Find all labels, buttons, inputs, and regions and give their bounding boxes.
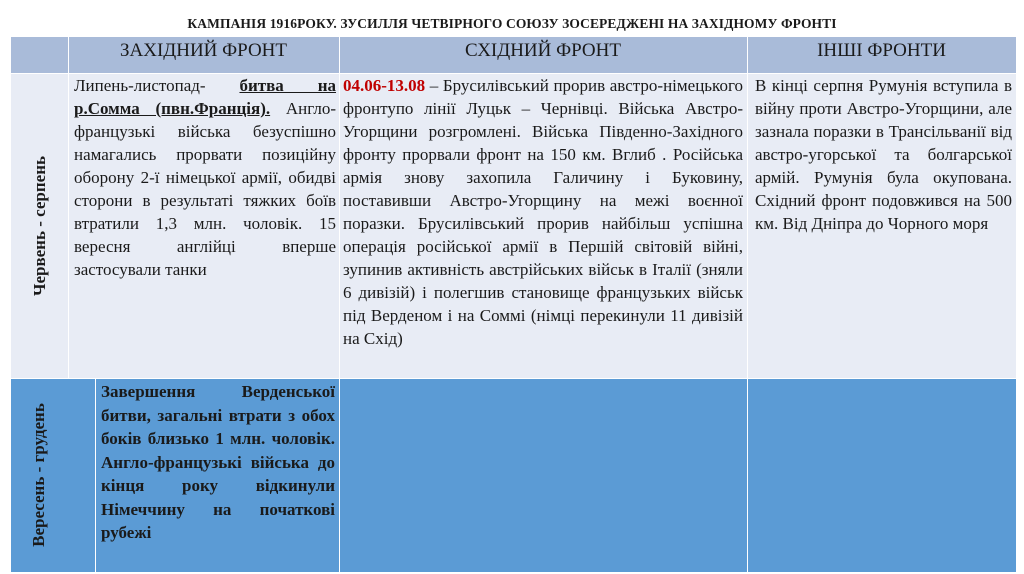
row2-other-cell <box>747 378 1016 572</box>
divider-col3 <box>747 37 748 572</box>
row1-west-prefix: Липень-листопад- <box>74 76 240 95</box>
row1-west-text <box>74 74 336 281</box>
row2-west-text: Завершення Верденської битви, загальні втрати з обох боків близько 1 млн. чоловік. Англо-французькі війська до кінця року відкинули Німеччину на початкові рубежі <box>101 382 335 542</box>
row1-other-cell <box>747 73 1016 378</box>
row1-other-text: В кінці серпня Румунія вступила в війну проти Австро-Угорщини, але зазнала поразки в Трансільванії від австро-угорської та болгарської армій. Румунія була окупована. Східний фронт подовжився на 500 км. Від Дніпра до Чорного моря <box>755 76 1012 233</box>
campaign-table <box>11 37 1016 572</box>
header-corner-cell <box>11 37 68 73</box>
row1-label-cell <box>11 73 68 378</box>
header-other: ІНШІ ФРОНТИ <box>817 40 946 61</box>
row1-label: Червень - серпень <box>29 155 49 296</box>
header-east: СХІДНИЙ ФРОНТ <box>465 40 621 61</box>
row1-east-rest: – Брусилівський прорив австро-німецького фронтупо лінії Луцьк – Чернівці. Війська Австро-Угорщини розгромлені. Війська Південно-Західного фронту прорвали фронт на 150 км. Вглиб . Російська армія знову захопила Галичину і Буковину, поставивши Австро-Угорщину на межі воєнної поразки. Брусилівський прорив найбільш успішна операція російської армії в Першій світовій війні, зупинив активність австрійських військ в Італії (зняли 6 дивізій) і полегшив становище французьких військ під Верденом і на Соммі (німці перекинули 11 дивізій на Схід) <box>343 76 743 348</box>
row1-east-text <box>343 74 743 350</box>
row2-west-cell <box>95 378 339 572</box>
divider-col1-bottom <box>95 378 96 572</box>
row2-label: Вересень - грудень <box>29 403 48 547</box>
header-east-cell <box>339 37 747 73</box>
row1-west-battle-title: битва на р.Сомма (пвн.Франція). <box>74 76 336 118</box>
row1-west-rest: Англо-французькі війська безуспішно намагались прорвати позиційну оборону 2-ї німецької армії, обидві сторони в результаті тяжких боїв втратили 1,3 млн. чоловік. 15 вересня англійці вперше застосували танки <box>74 99 336 279</box>
row1-east-cell <box>339 73 747 378</box>
row2-label-cell <box>11 378 95 572</box>
row1-east-date: 04.06-13.08 <box>343 76 426 95</box>
divider-row <box>11 378 1016 379</box>
divider-col2 <box>339 37 340 572</box>
header-west: ЗАХІДНИЙ ФРОНТ <box>119 40 288 61</box>
divider-header <box>11 73 1016 74</box>
row2-east-cell <box>339 378 747 572</box>
page-title: КАМПАНІЯ 1916РОКУ. ЗУСИЛЛЯ ЧЕТВІРНОГО СОЮЗУ ЗОСЕРЕДЖЕНІ НА ЗАХІДНОМУ ФРОНТІ <box>187 16 837 31</box>
header-other-cell <box>747 37 1016 73</box>
divider-col1-top <box>68 37 69 378</box>
row1-west-cell <box>68 73 339 378</box>
header-west-cell <box>68 37 339 73</box>
